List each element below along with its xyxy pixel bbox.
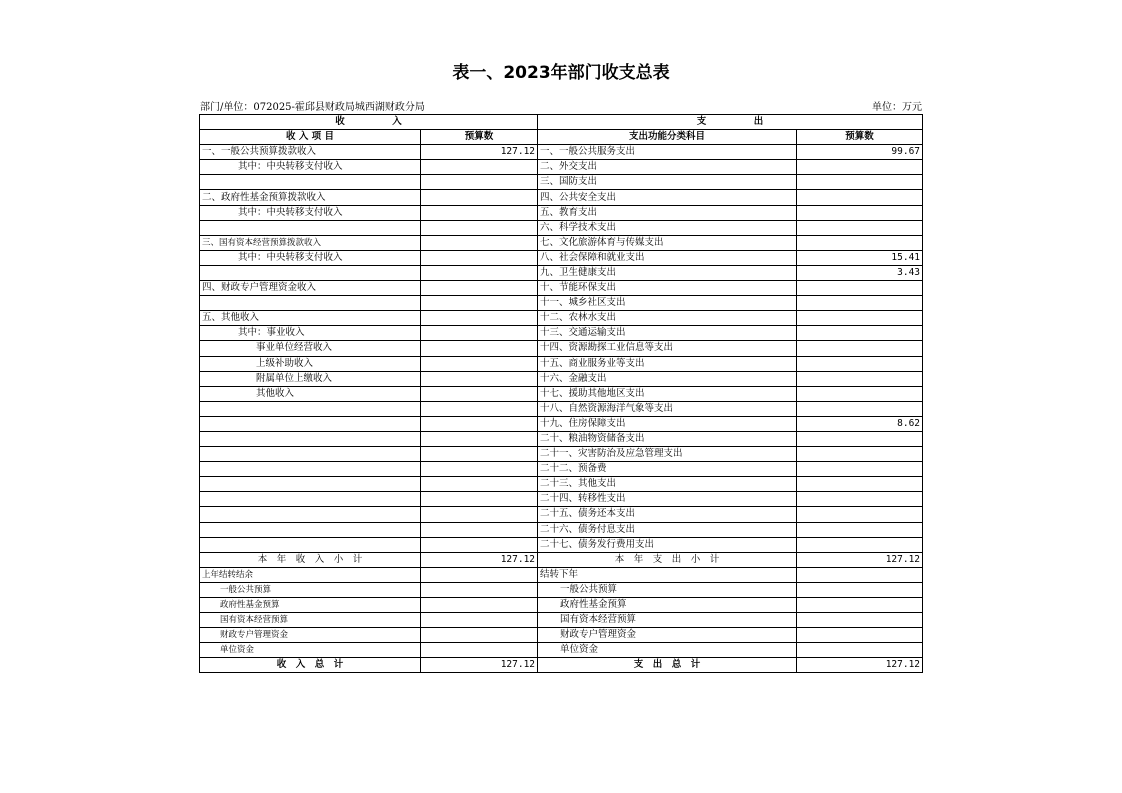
expense-value (797, 522, 923, 537)
table-row (200, 507, 923, 522)
carry-expense-item: 一般公共预算 (538, 582, 797, 597)
table-row (200, 175, 923, 190)
expense-item: 十八、自然资源海洋气象等支出 (538, 401, 797, 416)
expense-value (797, 175, 923, 190)
expense-value (797, 311, 923, 326)
income-item (200, 447, 421, 462)
income-value: 127.12 (421, 145, 538, 160)
expense-item: 五、教育支出 (538, 205, 797, 220)
income-value (421, 477, 538, 492)
income-value (421, 265, 538, 280)
income-value (421, 235, 538, 250)
table-row (200, 190, 923, 205)
header-row-top (200, 115, 923, 130)
table-row (200, 447, 923, 462)
table-row (200, 537, 923, 552)
carry-income-item: 单位资金 (200, 643, 421, 658)
income-item (200, 220, 421, 235)
expense-value (797, 477, 923, 492)
expense-item: 七、文化旅游体育与传媒支出 (538, 235, 797, 250)
expense-item: 二十一、灾害防治及应急管理支出 (538, 447, 797, 462)
expense-value (797, 296, 923, 311)
carry-row (200, 598, 923, 613)
income-value (421, 175, 538, 190)
income-item: 其中：中央转移支付收入 (200, 205, 421, 220)
table-row (200, 311, 923, 326)
income-value (421, 431, 538, 446)
expense-item: 十三、交通运输支出 (538, 326, 797, 341)
expense-item: 十四、资源勘探工业信息等支出 (538, 341, 797, 356)
table-row (200, 431, 923, 446)
expense-item: 十五、商业服务业等支出 (538, 356, 797, 371)
carry-row (200, 643, 923, 658)
carry-row (200, 582, 923, 597)
income-header: 收 入 (200, 115, 538, 130)
carry-expense-value (797, 628, 923, 643)
expense-value (797, 492, 923, 507)
expense-item: 十七、援助其他地区支出 (538, 386, 797, 401)
expense-total-label: 支 出 总 计 (538, 658, 797, 673)
income-item: 上级补助收入 (200, 356, 421, 371)
income-value (421, 250, 538, 265)
carry-income-value (421, 567, 538, 582)
expense-value: 99.67 (797, 145, 923, 160)
income-value (421, 462, 538, 477)
expense-item: 二十二、预备费 (538, 462, 797, 477)
expense-value (797, 281, 923, 296)
income-item: 其中：中央转移支付收入 (200, 160, 421, 175)
header-row-columns (200, 130, 923, 145)
table-row (200, 462, 923, 477)
income-item (200, 401, 421, 416)
income-value (421, 205, 538, 220)
expense-total-value: 127.12 (797, 658, 923, 673)
expense-item: 四、公共安全支出 (538, 190, 797, 205)
income-value (421, 537, 538, 552)
table-row (200, 160, 923, 175)
income-value (421, 416, 538, 431)
expense-value (797, 447, 923, 462)
carry-expense-value (797, 582, 923, 597)
page-title: 表一、2023年部门收支总表 (452, 63, 670, 83)
carry-expense-item: 结转下年 (538, 567, 797, 582)
expense-item: 二、外交支出 (538, 160, 797, 175)
income-item: 事业单位经营收入 (200, 341, 421, 356)
expense-item: 一、一般公共服务支出 (538, 145, 797, 160)
expense-item: 二十、粮油物资储备支出 (538, 431, 797, 446)
expense-value: 15.41 (797, 250, 923, 265)
expense-value (797, 235, 923, 250)
income-item: 其中：事业收入 (200, 326, 421, 341)
unit-label: 单位：万元 (872, 102, 922, 113)
income-subtotal-value: 127.12 (421, 552, 538, 567)
expense-value (797, 507, 923, 522)
expense-item: 二十四、转移性支出 (538, 492, 797, 507)
carry-expense-item: 单位资金 (538, 643, 797, 658)
income-item (200, 265, 421, 280)
expense-item: 十、节能环保支出 (538, 281, 797, 296)
expense-value (797, 386, 923, 401)
expense-item: 十六、金融支出 (538, 371, 797, 386)
table-row (200, 341, 923, 356)
expense-value: 3.43 (797, 265, 923, 280)
expense-item: 九、卫生健康支出 (538, 265, 797, 280)
department-label: 部门/单位：072025-霍邱县财政局城西湖财政分局 (200, 102, 425, 113)
income-item: 五、其他收入 (200, 311, 421, 326)
income-value (421, 447, 538, 462)
expense-header: 支 出 (538, 115, 923, 130)
expense-item: 二十五、债务还本支出 (538, 507, 797, 522)
carry-expense-value (797, 613, 923, 628)
expense-value (797, 220, 923, 235)
income-budget-header: 预算数 (421, 130, 538, 145)
expense-value (797, 462, 923, 477)
expense-value (797, 537, 923, 552)
carry-income-value (421, 628, 538, 643)
table-row (200, 401, 923, 416)
carry-row (200, 567, 923, 582)
table-row (200, 416, 923, 431)
income-value (421, 356, 538, 371)
carry-income-item: 国有资本经营预算 (200, 613, 421, 628)
expense-subtotal-value: 127.12 (797, 552, 923, 567)
subtotal-row (200, 552, 923, 567)
carry-income-value (421, 598, 538, 613)
expense-value: 8.62 (797, 416, 923, 431)
income-value (421, 401, 538, 416)
income-item (200, 462, 421, 477)
income-item-header: 收 入 项 目 (200, 130, 421, 145)
expense-item: 二十七、债务发行费用支出 (538, 537, 797, 552)
table-row (200, 326, 923, 341)
table-row (200, 371, 923, 386)
income-item (200, 492, 421, 507)
expense-value (797, 190, 923, 205)
table-row (200, 477, 923, 492)
income-item: 四、财政专户管理资金收入 (200, 281, 421, 296)
carry-expense-item: 政府性基金预算 (538, 598, 797, 613)
income-value (421, 386, 538, 401)
table-row (200, 386, 923, 401)
table-row (200, 145, 923, 160)
expense-value (797, 160, 923, 175)
table-row (200, 265, 923, 280)
income-item: 其他收入 (200, 386, 421, 401)
expense-item: 八、社会保障和就业支出 (538, 250, 797, 265)
income-item (200, 175, 421, 190)
income-item (200, 431, 421, 446)
income-item (200, 477, 421, 492)
income-value (421, 341, 538, 356)
carry-expense-item: 财政专户管理资金 (538, 628, 797, 643)
table-row (200, 250, 923, 265)
expense-subtotal-label: 本 年 支 出 小 计 (538, 552, 797, 567)
income-item (200, 507, 421, 522)
table-row (200, 356, 923, 371)
income-item: 附属单位上缴收入 (200, 371, 421, 386)
income-value (421, 281, 538, 296)
total-row (200, 658, 923, 673)
expense-item: 六、科学技术支出 (538, 220, 797, 235)
expense-item: 十二、农林水支出 (538, 311, 797, 326)
income-value (421, 311, 538, 326)
carry-expense-value (797, 567, 923, 582)
expense-item: 十九、住房保障支出 (538, 416, 797, 431)
income-value (421, 190, 538, 205)
expense-item: 三、国防支出 (538, 175, 797, 190)
income-value (421, 371, 538, 386)
income-item (200, 416, 421, 431)
expense-value (797, 401, 923, 416)
table-row (200, 281, 923, 296)
expense-item: 二十六、债务付息支出 (538, 522, 797, 537)
income-value (421, 522, 538, 537)
income-value (421, 296, 538, 311)
expense-value (797, 371, 923, 386)
income-value (421, 492, 538, 507)
income-item (200, 522, 421, 537)
table-row (200, 220, 923, 235)
expense-value (797, 341, 923, 356)
expense-value (797, 326, 923, 341)
income-item: 三、国有资本经营预算拨款收入 (200, 235, 421, 250)
table-row (200, 235, 923, 250)
carry-row (200, 628, 923, 643)
income-item (200, 296, 421, 311)
income-value (421, 160, 538, 175)
income-subtotal-label: 本 年 收 入 小 计 (200, 552, 421, 567)
budget-table (199, 114, 923, 673)
carry-income-item: 财政专户管理资金 (200, 628, 421, 643)
carry-row (200, 613, 923, 628)
table-row (200, 492, 923, 507)
income-item: 二、政府性基金预算拨款收入 (200, 190, 421, 205)
expense-value (797, 205, 923, 220)
carry-expense-value (797, 598, 923, 613)
table-row (200, 522, 923, 537)
carry-income-value (421, 613, 538, 628)
expense-item: 十一、城乡社区支出 (538, 296, 797, 311)
income-value (421, 220, 538, 235)
expense-item-header: 支出功能分类科目 (538, 130, 797, 145)
carry-income-value (421, 643, 538, 658)
expense-item: 二十三、其他支出 (538, 477, 797, 492)
carry-income-item: 一般公共预算 (200, 582, 421, 597)
expense-value (797, 431, 923, 446)
income-item (200, 537, 421, 552)
carry-expense-value (797, 643, 923, 658)
table-row (200, 205, 923, 220)
expense-value (797, 356, 923, 371)
table-row (200, 296, 923, 311)
income-value (421, 507, 538, 522)
carry-expense-item: 国有资本经营预算 (538, 613, 797, 628)
income-item: 其中：中央转移支付收入 (200, 250, 421, 265)
income-item: 一、一般公共预算拨款收入 (200, 145, 421, 160)
expense-budget-header: 预算数 (797, 130, 923, 145)
income-total-value: 127.12 (421, 658, 538, 673)
income-value (421, 326, 538, 341)
carry-income-item: 政府性基金预算 (200, 598, 421, 613)
carry-income-item: 上年结转结余 (200, 567, 421, 582)
income-total-label: 收 入 总 计 (200, 658, 421, 673)
carry-income-value (421, 582, 538, 597)
